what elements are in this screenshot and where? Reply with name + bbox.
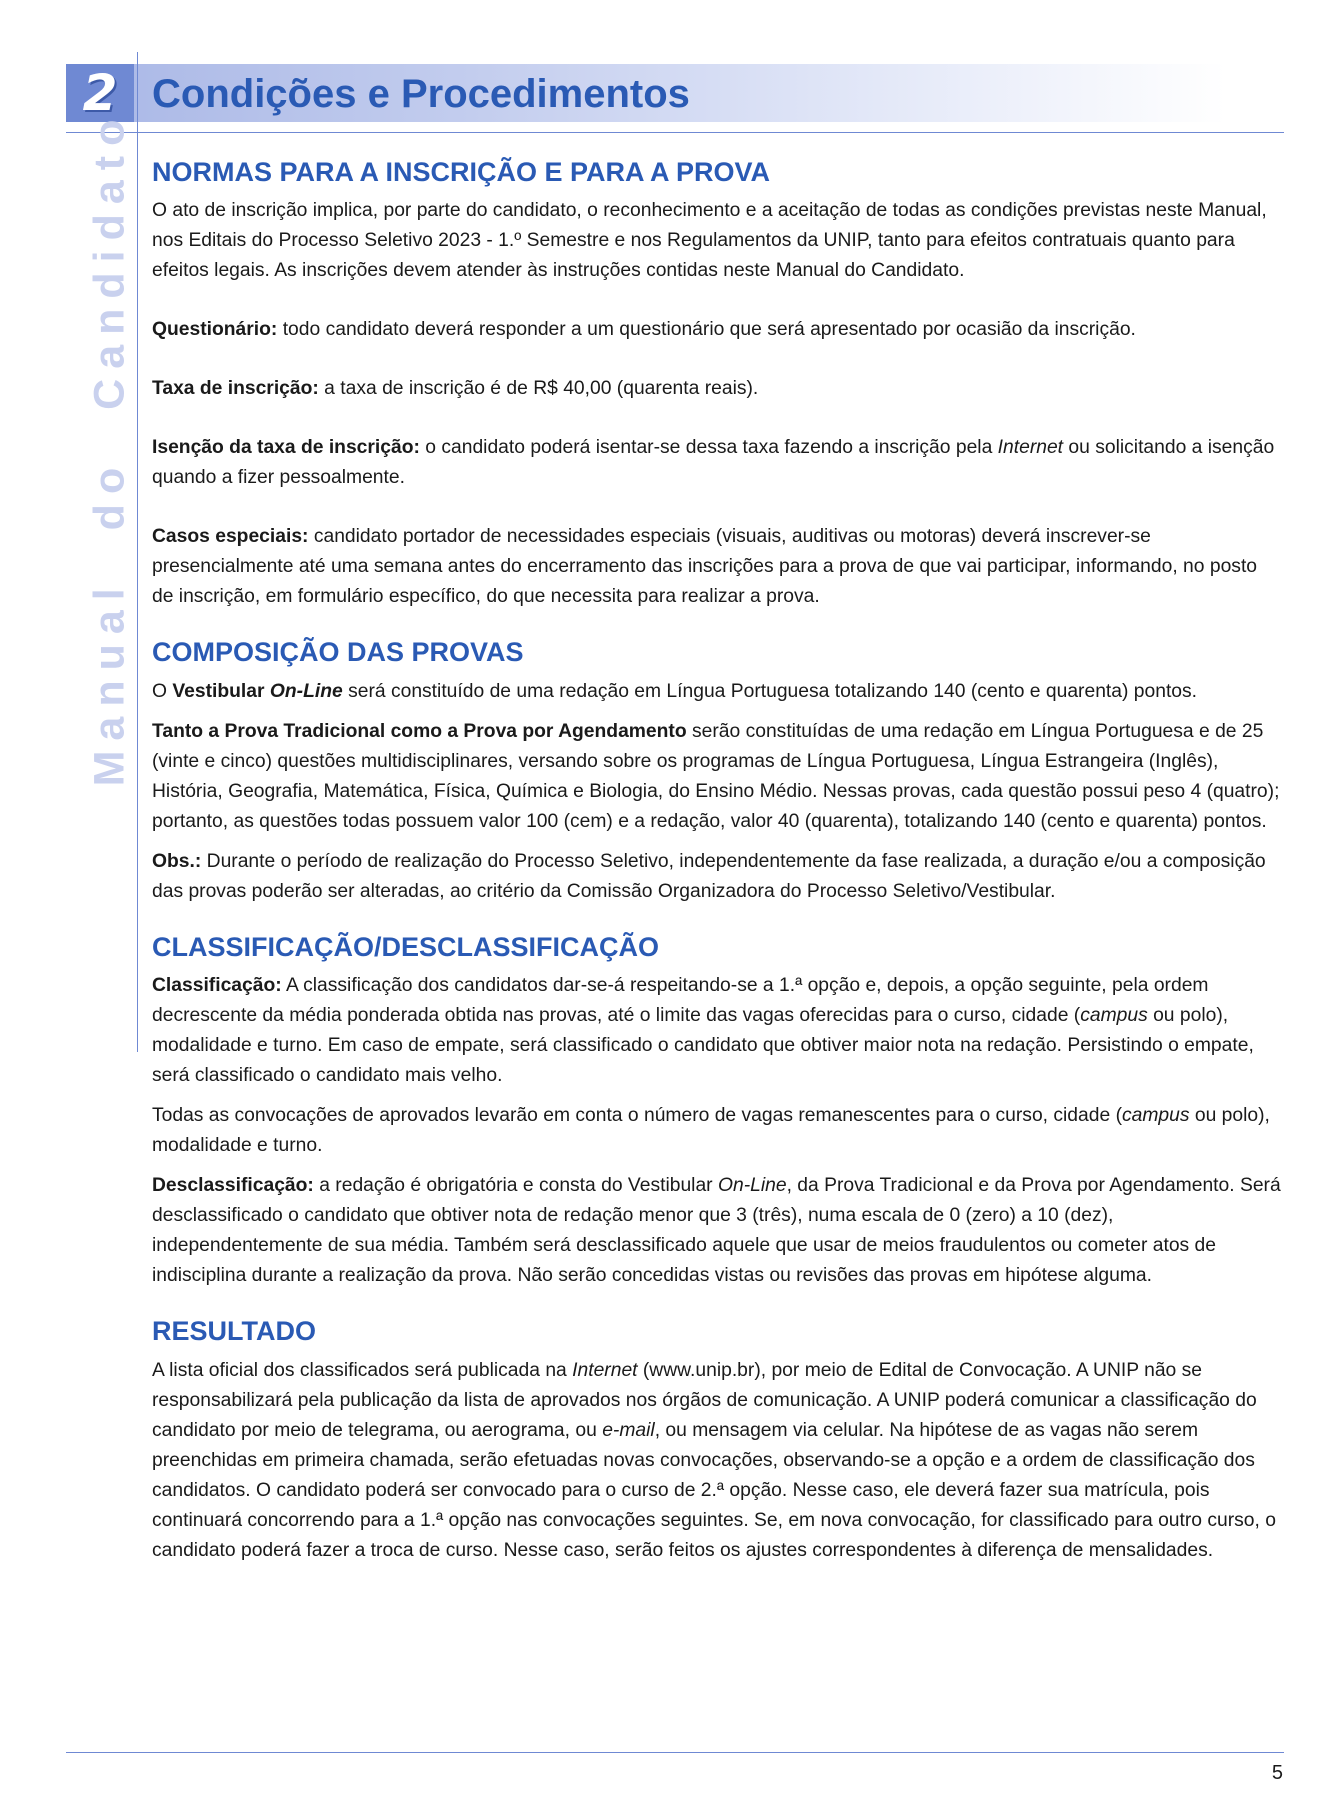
page-number: 5 [1271, 1762, 1283, 1784]
section-heading: COMPOSIÇÃO DAS PROVAS [152, 637, 524, 668]
text: Durante o período de realização do Processo Seletivo, independentemente da fase realizada, a duração e/ou a composição das provas poderão ser alteradas, ao critério da Comissão Organizadora do Processo Seletivo/Vestibular. [152, 850, 1266, 902]
text: (www.unip.br), por meio de Edital de Convocação. A UNIP não se responsabilizará pela publicação da lista de aprovados nos órgãos de comunicação. A UNIP poderá comunicar a classificação do candidato por meio de telegrama, ou aerograma, ou [152, 1359, 1257, 1441]
paragraph-intro [152, 196, 1282, 286]
paragraph-questionario [152, 315, 1282, 345]
label: Classificação: [152, 975, 282, 997]
italic-text: On-Line [717, 1175, 787, 1197]
italic-text: campus [1121, 1105, 1190, 1127]
text: A classificação dos candidatos dar-se-á respeitando-se a 1.ª opção e, depois, a opção seguinte, pela ordem decrescente da média ponderada obtida nas provas, até o limite das vagas oferecidas para o curso, cidade ( [152, 975, 1209, 1027]
section-resultado [152, 1315, 1282, 1565]
text: ou polo), modalidade e turno. Em caso de empate, será classificado o candidato que obtiver maior nota na redação. Persistindo o empate, será classificado o candidato mais velho. [152, 1005, 1254, 1087]
text: O ato de inscrição implica, por parte do candidato, o reconhecimento e a aceitação de todas as condições previstas neste Manual, nos Editais do Processo Seletivo 2023 - 1.º Semestre e nos Regulamentos da UNIP, tanto para efeitos contratuais quanto para efeitos legais. As inscrições devem atender às instruções contidas neste Manual do Candidato. [152, 200, 1267, 282]
bold-text: Vestibular [172, 680, 270, 702]
label: Isenção da taxa de inscrição: [152, 437, 420, 459]
paragraph-convocacoes [152, 1101, 1282, 1161]
main-content [152, 156, 1282, 1566]
section-composicao [152, 636, 1282, 906]
paragraph-prova-tradicional [152, 717, 1282, 837]
label: Taxa de inscrição: [152, 378, 319, 400]
section-heading: CLASSIFICAÇÃO/DESCLASSIFICAÇÃO [152, 931, 660, 962]
paragraph-desclassificacao [152, 1171, 1282, 1291]
italic-text: Internet [997, 437, 1064, 459]
paragraph-taxa [152, 374, 1282, 404]
text: todo candidato deverá responder a um questionário que será apresentado por ocasião da inscrição. [277, 319, 1136, 341]
text: ou polo), modalidade e turno. [152, 1105, 1270, 1157]
paragraph-obs [152, 847, 1282, 907]
page-title: Condições e Procedimentos [152, 72, 690, 116]
bold-text: Tanto a Prova Tradicional como a Prova por Agendamento [152, 720, 687, 742]
italic-text: Internet [572, 1359, 638, 1381]
chapter-number: 2 [82, 64, 118, 122]
text: o candidato poderá isentar-se dessa taxa fazendo a inscrição pela [419, 437, 998, 459]
section-heading: NORMAS PARA A INSCRIÇÃO E PARA A PROVA [152, 157, 771, 187]
text: , ou mensagem via celular. Na hipótese de as vagas não serem preenchidas em primeira chamada, serão efetuadas novas convocações, observando-se a opção e a ordem de classificação dos candidatos. O candidato poderá ser convocado para o curso de 2.ª opção. Nesse caso, ele deverá fazer sua matrícula, pois continuará concorrendo para a 1.ª opção nas convocações seguintes. Se, em nova convocação, for classificado para outro curso, o candidato poderá fazer a troca de curso. Nesse caso, serão feitos os ajustes correspondentes à diferença de mensalidades. [152, 1419, 1276, 1561]
section-classificacao [152, 931, 1282, 1291]
text: candidato portador de necessidades especiais (visuais, auditivas ou motoras) deverá inscrever-se presencialmente até uma semana antes do encerramento das inscrições para a prova de que vai participar, informando, no posto de inscrição, em formulário específico, do que necessita para realizar a prova. [152, 526, 1258, 608]
text: serão constituídas de uma redação em Língua Portuguesa e de 25 (vinte e cinco) questões multidisciplinares, versando sobre os programas de Língua Portuguesa, Língua Estrangeira (Inglês), História, Geografia, Matemática, Física, Química e Biologia, do Ensino Médio. Nessas provas, cada questão possui peso 4 (quatro); portanto, as questões todas possuem valor 100 (cem) e a redação, valor 40 (quarenta), totalizando 140 (cento e quarenta) pontos. [152, 720, 1280, 832]
text: ou solicitando a isenção quando a fizer pessoalmente. [152, 437, 1275, 489]
text: Todas as convocações de aprovados levarão em conta o número de vagas remanescentes para o curso, cidade ( [152, 1105, 1122, 1127]
text: A lista oficial dos classificados será publicada na [152, 1359, 573, 1381]
text: O [152, 680, 173, 702]
paragraph-classificacao [152, 971, 1282, 1091]
footer-divider [66, 1752, 1284, 1753]
paragraph-vestibular-online [152, 677, 1282, 707]
paragraph-isencao [152, 433, 1282, 493]
italic-text: e-mail [602, 1419, 655, 1441]
bold-italic-text: On-Line [269, 680, 343, 702]
text: a redação é obrigatória e consta do Vestibular [313, 1175, 718, 1197]
vertical-divider [137, 52, 138, 1052]
label: Questionário: [152, 319, 278, 341]
section-normas [152, 156, 1282, 612]
text: , da Prova Tradicional e da Prova por Agendamento. Será desclassificado o candidato que obtiver nota de redação menor que 3 (três), numa escala de 0 (zero) a 10 (dez), independentemente de sua média. Também será desclassificado aquele que usar de meios fraudulentos ou cometer atos de indisciplina durante a realização da prova. Não serão concedidas vistas ou revisões das provas em hipótese alguma. [152, 1175, 1281, 1287]
paragraph-resultado [152, 1356, 1282, 1566]
header-divider [66, 132, 1284, 133]
side-label: Manual do Candidato [85, 109, 134, 787]
paragraph-casos-especiais [152, 522, 1282, 612]
label: Desclassificação: [152, 1175, 314, 1197]
text: será constituído de uma redação em Língua Portuguesa totalizando 140 (cento e quarenta) pontos. [342, 680, 1198, 702]
text: a taxa de inscrição é de R$ 40,00 (quarenta reais). [318, 378, 759, 400]
label: Obs.: [152, 850, 202, 872]
label: Casos especiais: [152, 526, 309, 548]
italic-text: campus [1080, 1005, 1148, 1027]
section-heading: RESULTADO [152, 1316, 316, 1347]
